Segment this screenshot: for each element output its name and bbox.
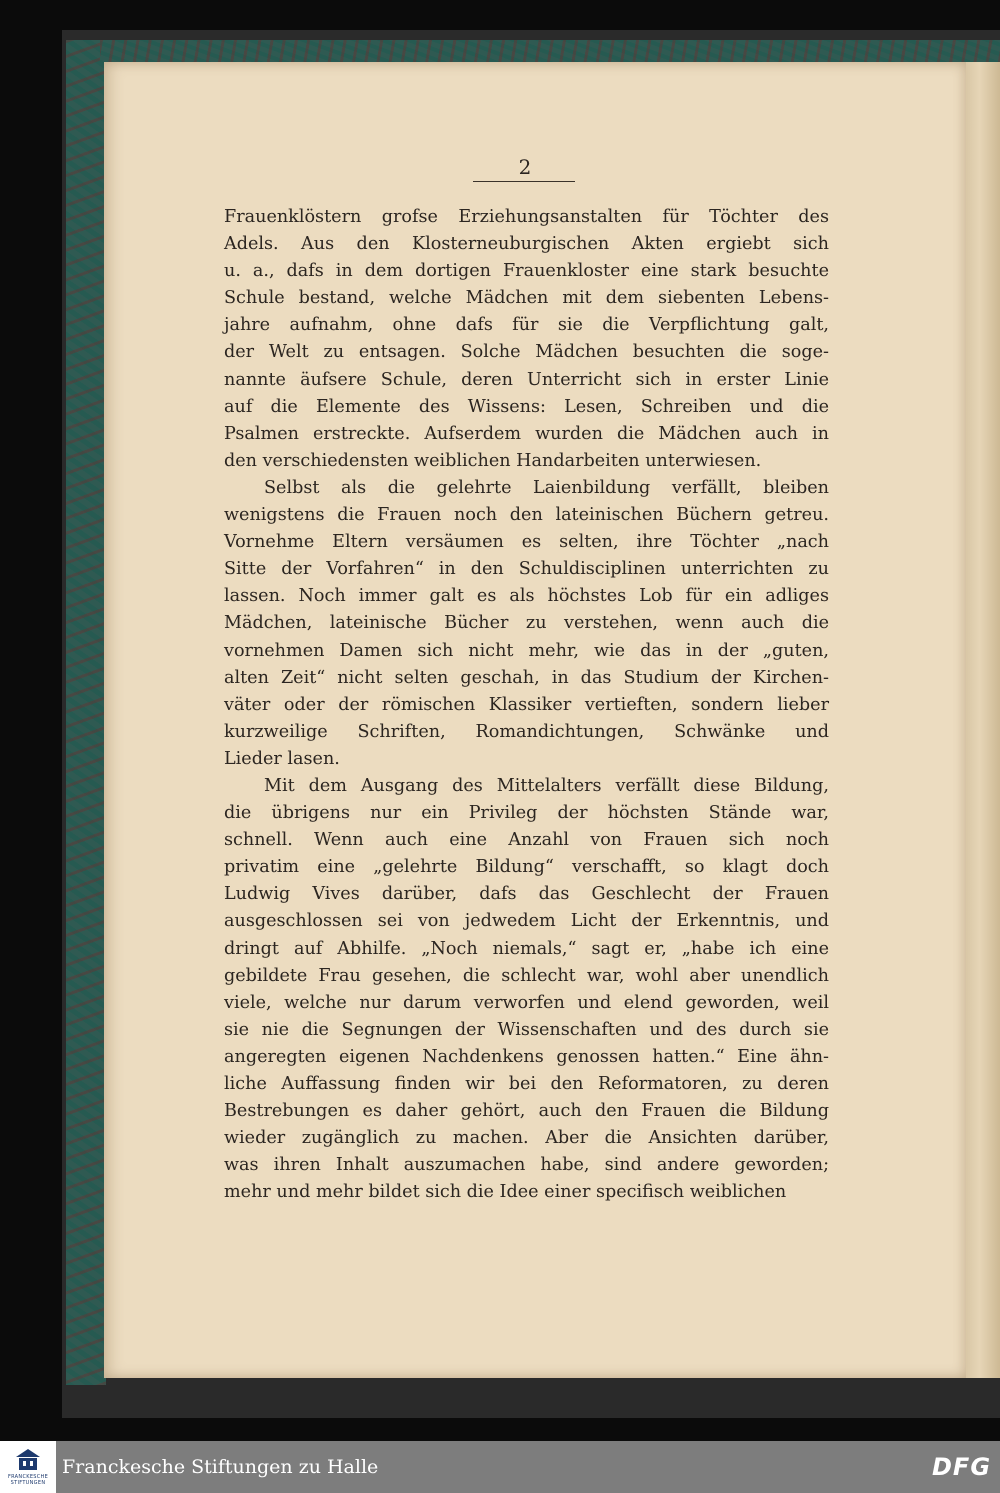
text-line: mehr und mehr bildet sich die Idee einer specifisch weiblichen (224, 1182, 787, 1203)
text-line: Adels. Aus den Klosterneuburgischen Akten ergiebt sich (224, 234, 829, 255)
text-line: wieder zugänglich zu machen. Aber die Ansichten darüber, (224, 1128, 829, 1149)
text-line: lassen. Noch immer galt es als höchstes Lob für ein adliges (224, 586, 829, 607)
text-line: gebildete Frau gesehen, die schlecht war, wohl aber unendlich (224, 965, 829, 986)
header-rule (473, 181, 575, 182)
text-line: die übrigens nur ein Privileg der höchsten Stände war, (224, 803, 829, 824)
text-line: viele, welche nur darum verworfen und elend geworden, weil (224, 992, 829, 1013)
text-line: Vornehme Eltern versäumen es selten, ihre Töchter „nach (224, 532, 829, 553)
text-line: den verschiedensten weiblichen Handarbeiten unterwiesen. (224, 450, 762, 471)
text-line: ausgeschlossen sei von jedwedem Licht der Erkenntnis, und (224, 911, 829, 932)
text-line: liche Auffassung finden wir bei den Reformatoren, zu deren (224, 1074, 829, 1094)
text-line: Psalmen erstreckte. Aufserdem wurden die Mädchen auch in (224, 423, 829, 444)
text-line: jahre aufnahm, ohne dafs für sie die Verpflichtung galt, (224, 315, 829, 336)
text-line: der Welt zu entsagen. Solche Mädchen besuchten die soge- (224, 342, 829, 363)
text-line: Sitte der Vorfahren“ in den Schuldisciplinen unterrichten zu (224, 559, 829, 580)
body-text (224, 204, 829, 1206)
text-line: angeregten eigenen Nachdenkens genossen hatten.“ Eine ähn- (224, 1046, 829, 1067)
text-line: privatim eine „gelehrte Bildung“ verschafft, so klagt doch (224, 857, 829, 878)
text-line: Selbst als die gelehrte Laienbildung verfällt, bleiben (264, 477, 829, 498)
text-line: u. a., dafs in dem dortigen Frauenkloster eine stark besuchte (224, 261, 829, 282)
footer-title[interactable]: Franckesche Stiftungen zu Halle (62, 1456, 379, 1478)
text-line: wenigstens die Frauen noch den lateinischen Büchern getreu. (224, 505, 829, 526)
marbled-cover-top (100, 40, 1000, 64)
text-line: Frauenklöstern grofse Erziehungsanstalten für Töchter des (224, 207, 829, 227)
text-line: kurzweilige Schriften, Romandichtungen, Schwänke und (224, 721, 829, 742)
text-line: was ihren Inhalt auszumachen habe, sind andere geworden; (224, 1155, 829, 1176)
text-line: nannte äufsere Schule, deren Unterricht sich in erster Linie (224, 369, 829, 390)
text-line: väter oder der römischen Klassiker vertieften, sondern lieber (224, 694, 829, 715)
text-line: alten Zeit“ nicht selten geschah, in das Studium der Kirchen- (224, 667, 829, 688)
building-icon (14, 1446, 42, 1474)
text-line: Bestrebungen es daher gehört, auch den Frauen die Bildung (224, 1101, 829, 1122)
logo-text: FRANCKESCHE STIFTUNGEN (7, 1474, 49, 1486)
text-line: Ludwig Vives darüber, dafs das Geschlecht der Frauen (224, 884, 829, 905)
text-line: Lieder lasen. (224, 748, 340, 769)
text-line: vornehmen Damen sich nicht mehr, wie das in der „guten, (224, 640, 829, 661)
text-line: Mit dem Ausgang des Mittelalters verfällt diese Bildung, (264, 775, 829, 796)
text-line: dringt auf Abhilfe. „Noch niemals,“ sagt er, „habe ich eine (224, 938, 829, 959)
text-line: Mädchen, lateinische Bücher zu verstehen, wenn auch die (224, 613, 829, 634)
text-line: auf die Elemente des Wissens: Lesen, Schreiben und die (224, 396, 829, 417)
dfg-logo[interactable]: DFG (932, 1453, 992, 1481)
page-number: 2 (518, 155, 532, 179)
marbled-cover-edge (66, 40, 106, 1385)
text-line: schnell. Wenn auch eine Anzahl von Frauen sich noch (224, 830, 829, 851)
text-line: Schule bestand, welche Mädchen mit dem siebenten Lebens- (224, 288, 829, 309)
text-line: sie nie die Segnungen der Wissenschaften und des durch sie (224, 1019, 829, 1040)
page-edge (966, 62, 1000, 1378)
